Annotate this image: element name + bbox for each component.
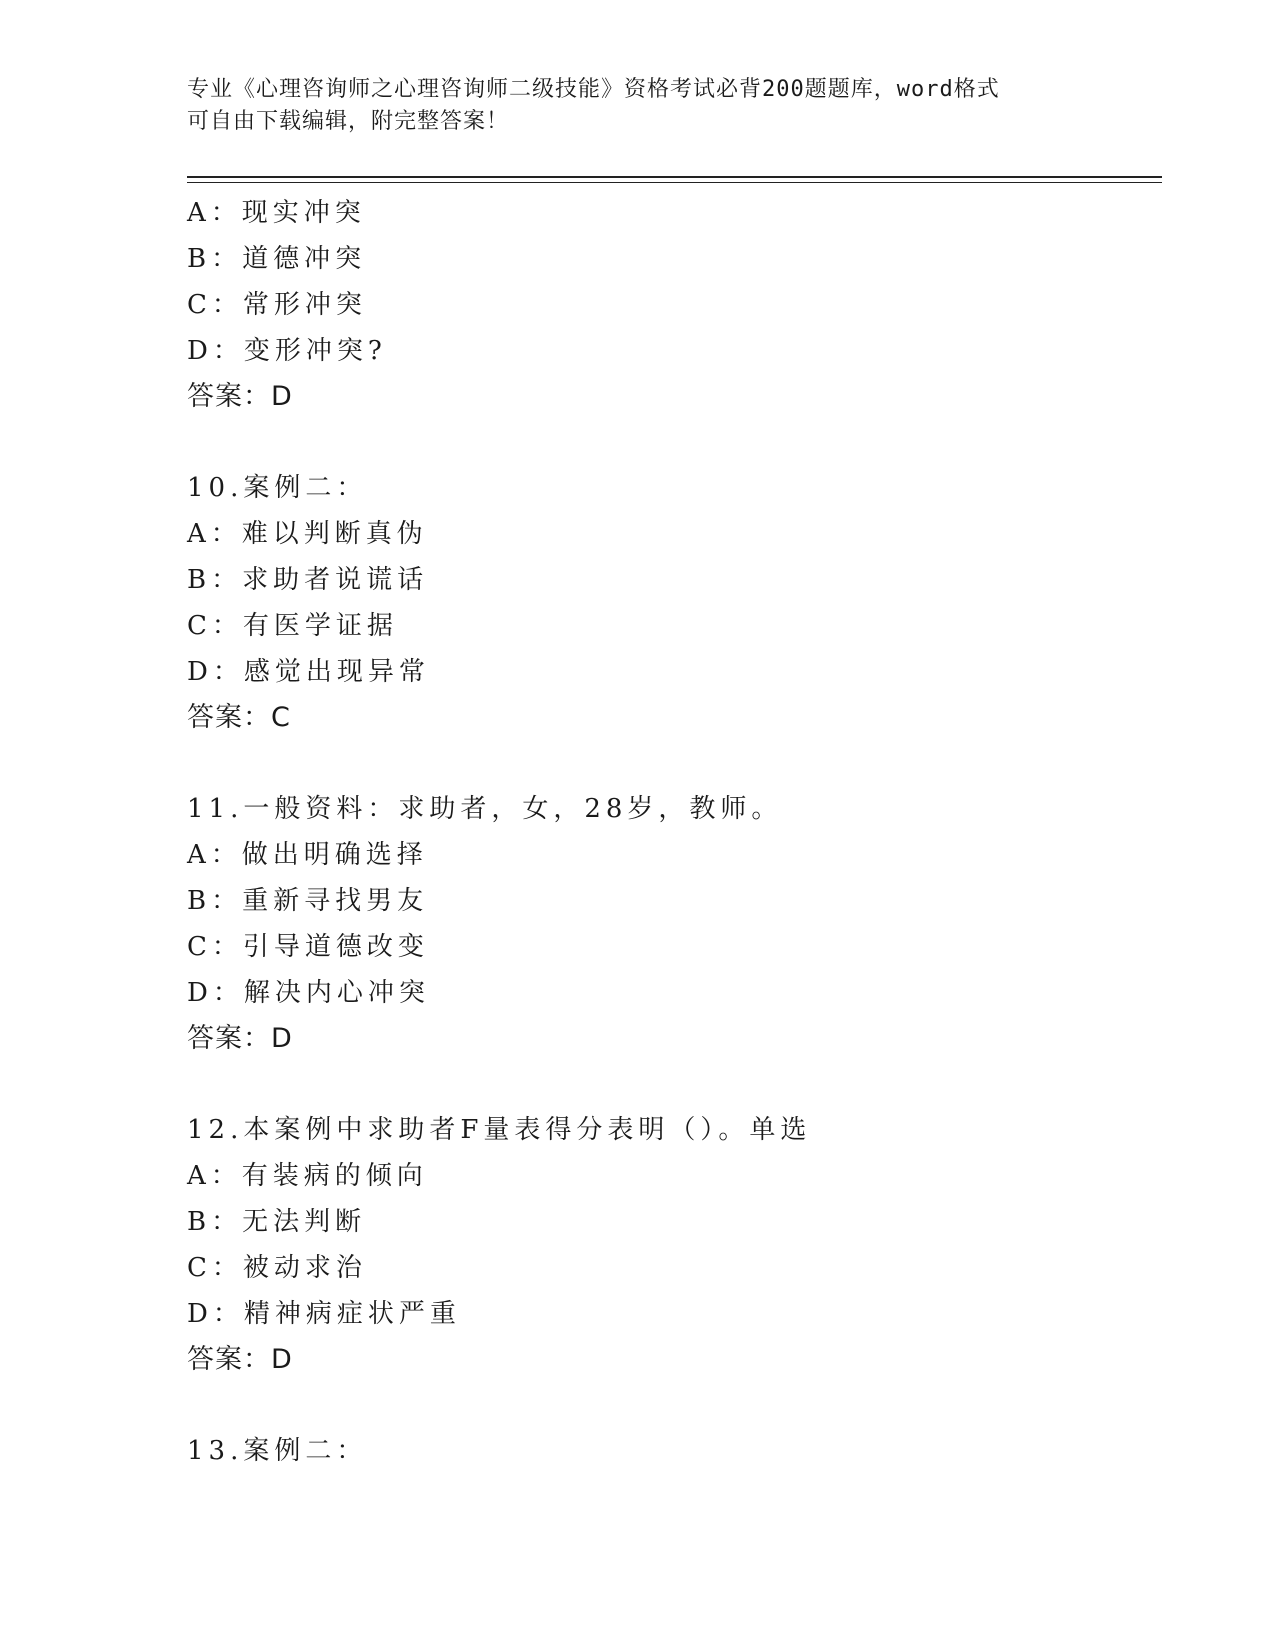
option-d: D：变形冲突? <box>187 336 387 366</box>
option-a: A：做出明确选择 <box>187 840 428 870</box>
document-header <box>187 74 1067 138</box>
question-title: 13.案例二： <box>187 1436 368 1466</box>
option-d: D：解决内心冲突 <box>187 978 430 1008</box>
answer: 答案：D <box>187 1344 293 1375</box>
header-divider-thin <box>187 182 1162 183</box>
option-c: C：引导道德改变 <box>187 932 429 962</box>
answer: 答案：D <box>187 1023 293 1054</box>
option-b: B：道德冲突 <box>187 244 367 274</box>
question-12 <box>187 1107 1147 1383</box>
question-title: 12.本案例中求助者F量表得分表明（）。单选 <box>187 1115 812 1145</box>
option-a: A：有装病的倾向 <box>187 1161 428 1191</box>
question-13 <box>187 1428 1147 1474</box>
option-a: A：现实冲突 <box>187 198 366 228</box>
spacer <box>187 1383 1147 1428</box>
spacer <box>187 1062 1147 1107</box>
header-divider-thick <box>187 176 1162 178</box>
question-list <box>187 190 1147 1474</box>
option-a: A：难以判断真伪 <box>187 519 428 549</box>
answer: 答案：D <box>187 381 293 412</box>
option-d: D：感觉出现异常 <box>187 657 430 687</box>
question-title: 10.案例二： <box>187 473 368 503</box>
question-9 <box>187 190 1147 420</box>
option-b: B：重新寻找男友 <box>187 886 429 916</box>
option-c: C：常形冲突 <box>187 290 367 320</box>
option-c: C：被动求治 <box>187 1253 367 1283</box>
question-11 <box>187 786 1147 1062</box>
option-c: C：有医学证据 <box>187 611 398 641</box>
spacer <box>187 420 1147 465</box>
answer: 答案：C <box>187 702 291 733</box>
option-b: B：无法判断 <box>187 1207 367 1237</box>
header-line-2: 可自由下载编辑，附完整答案！ <box>187 109 510 134</box>
spacer <box>187 741 1147 786</box>
question-title: 11.一般资料：求助者，女，28岁，教师。 <box>187 794 783 824</box>
question-10 <box>187 465 1147 741</box>
option-d: D：精神病症状严重 <box>187 1299 461 1329</box>
header-line-1: 专业《心理咨询师之心理咨询师二级技能》资格考试必背200题题库，word格式 <box>187 77 1000 102</box>
option-b: B：求助者说谎话 <box>187 565 429 595</box>
